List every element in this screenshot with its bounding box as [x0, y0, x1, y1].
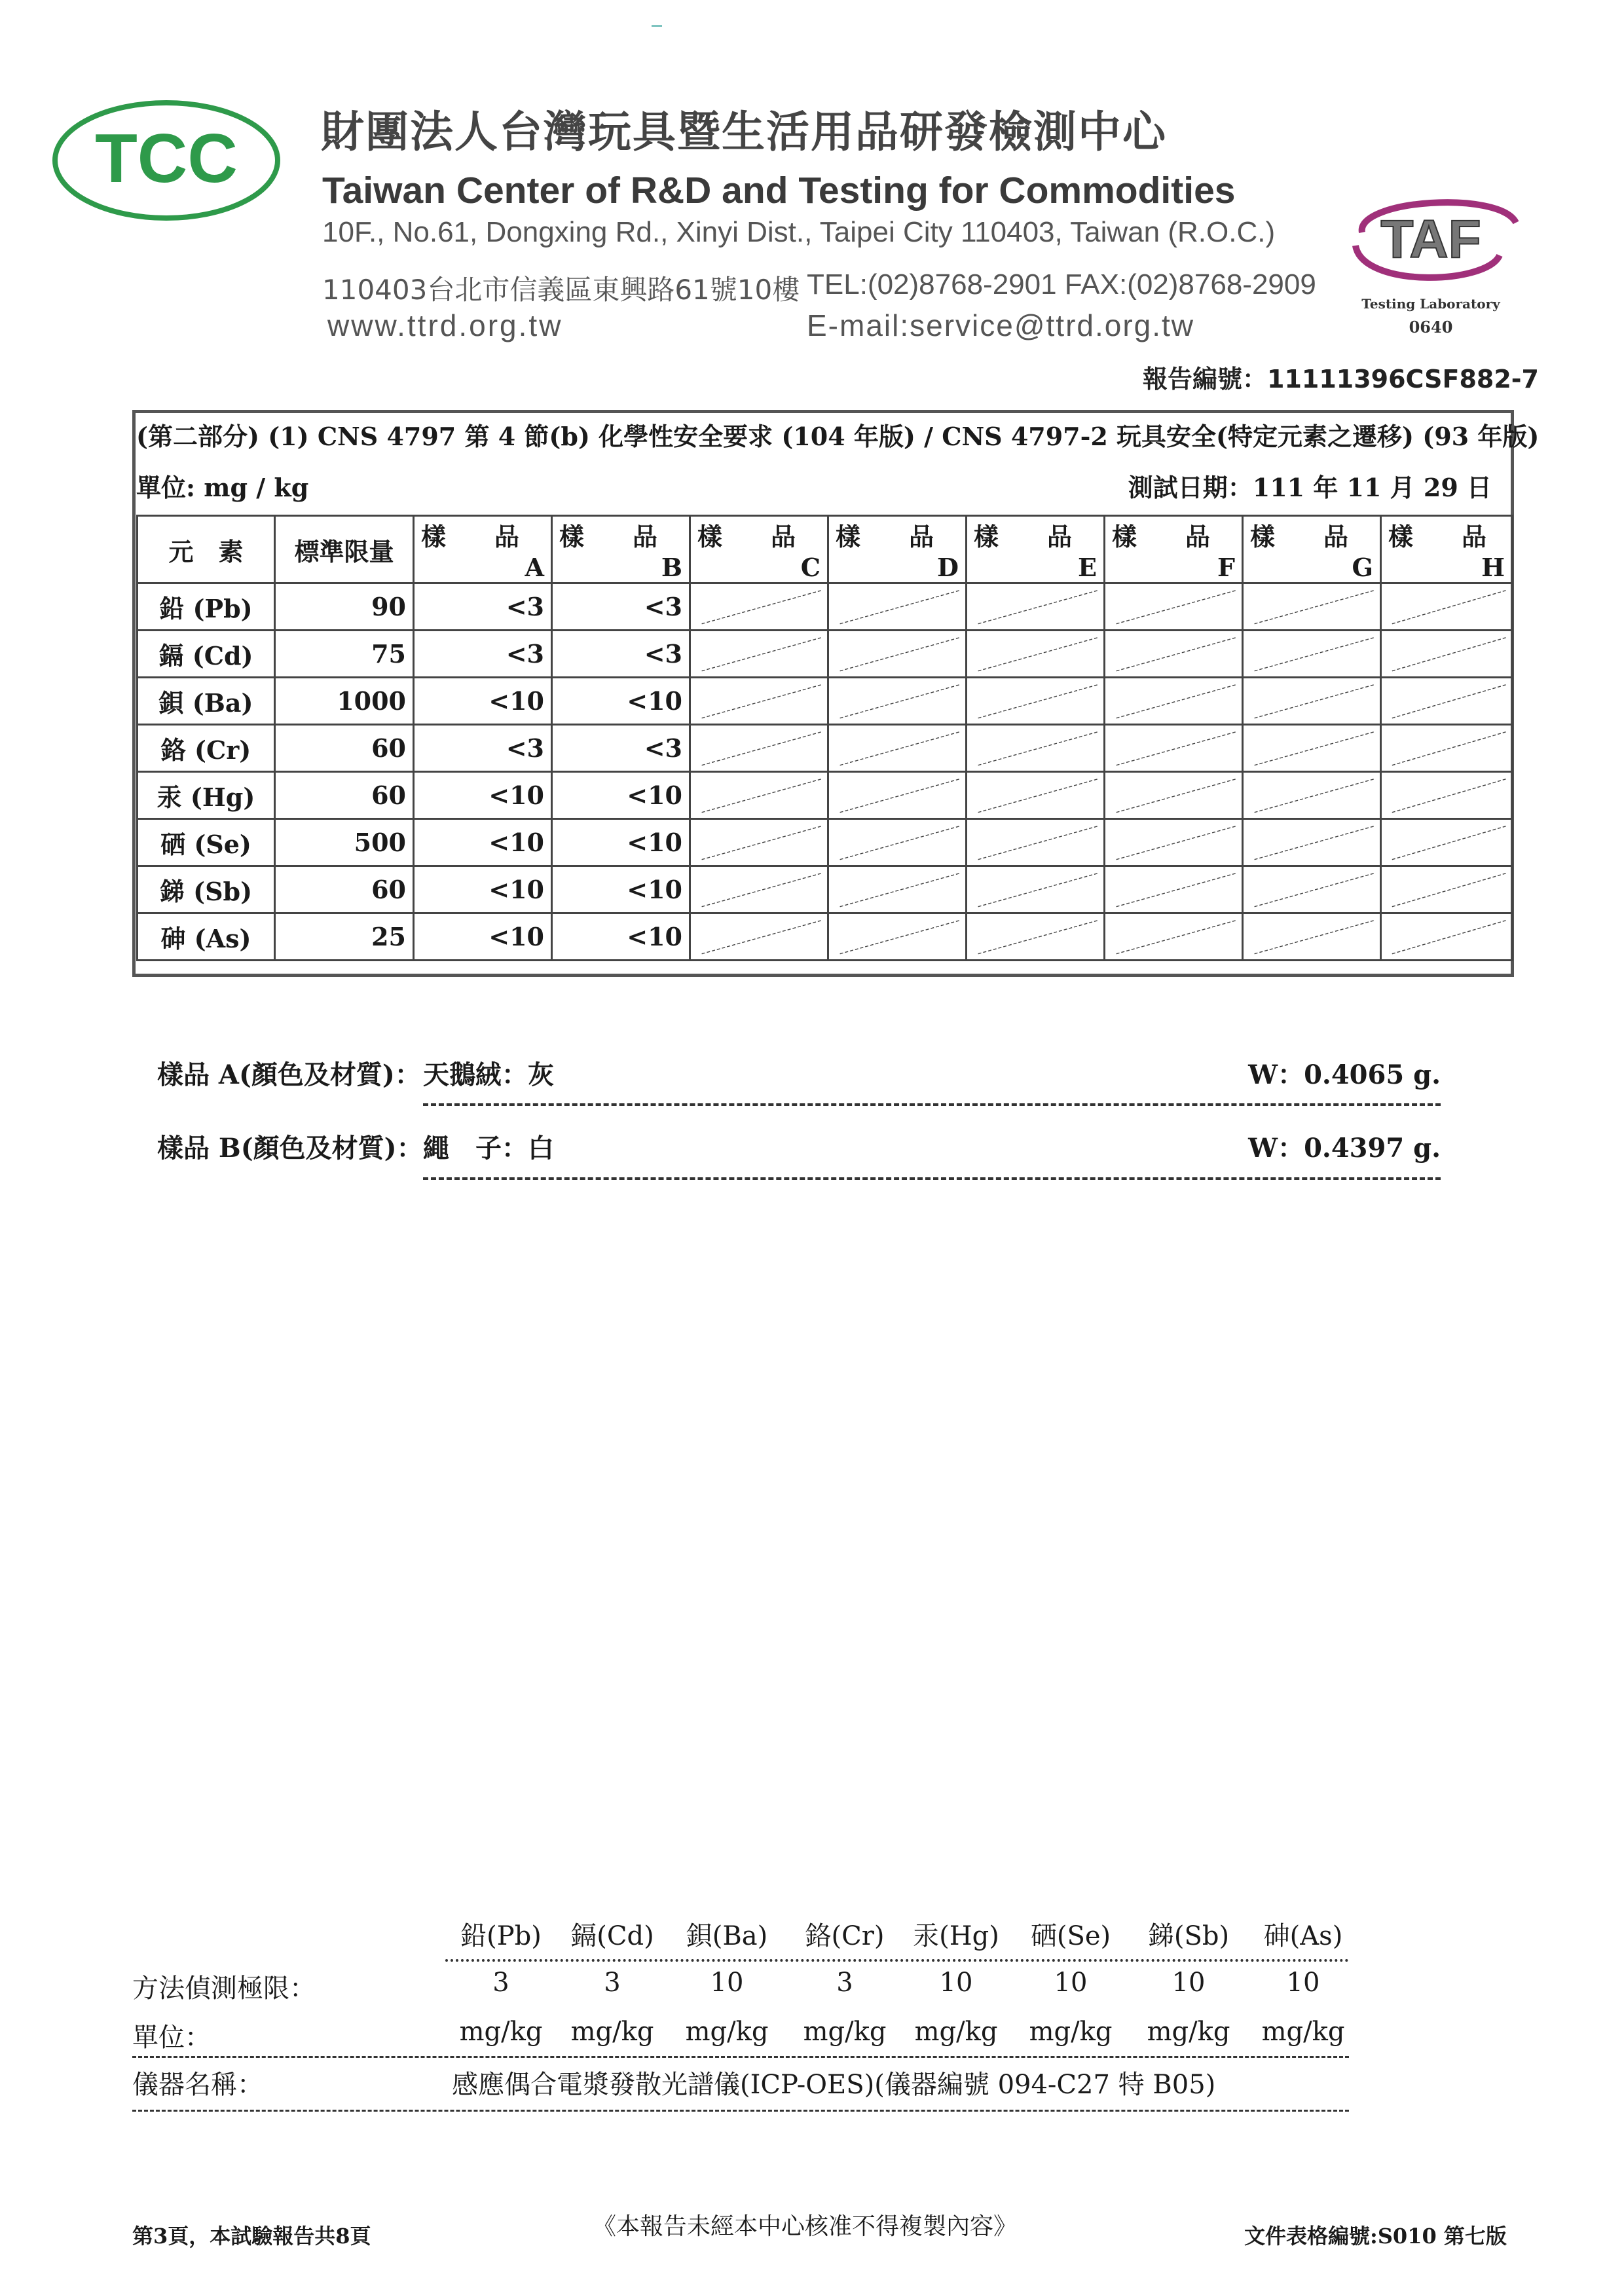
sample-b-cell: <10 — [552, 819, 690, 866]
col-sample-h-header — [1381, 516, 1513, 583]
taf-logo — [1336, 193, 1526, 285]
diagonal-strike — [967, 867, 1103, 912]
diagonal-strike — [1244, 678, 1380, 724]
empty-diagonal-cell — [1105, 583, 1243, 631]
sample-b-cell: <3 — [552, 725, 690, 772]
unit-label: 單位: mg / kg — [136, 473, 309, 502]
method-element-header: 鉛(Pb) — [460, 1921, 542, 1951]
empty-diagonal-cell — [1381, 631, 1513, 678]
diagonal-strike — [1105, 631, 1242, 676]
diagonal-strike — [1105, 773, 1242, 818]
empty-diagonal-cell — [1105, 913, 1243, 961]
sample-a-cell: <10 — [414, 913, 552, 961]
empty-diagonal-cell — [690, 819, 828, 866]
col-sample-g-header — [1243, 516, 1381, 583]
empty-diagonal-cell — [1105, 725, 1243, 772]
method-dotted-rule — [445, 1959, 1349, 1962]
sample-b-material: 繩 子：白 — [423, 1133, 554, 1164]
sample-label: 樣 品 — [559, 522, 670, 551]
empty-diagonal-cell — [1381, 678, 1513, 725]
test-table-meta — [136, 468, 1511, 507]
col-sample-c-header — [690, 516, 828, 583]
empty-diagonal-cell — [690, 866, 828, 913]
sample-label: 樣 品 — [421, 522, 532, 551]
diagonal-strike — [829, 584, 965, 629]
empty-diagonal-cell — [828, 866, 967, 913]
empty-diagonal-cell — [1105, 772, 1243, 819]
diagonal-strike — [1105, 914, 1242, 959]
empty-diagonal-cell — [967, 725, 1105, 772]
empty-diagonal-cell — [1105, 678, 1243, 725]
diagonal-strike — [829, 631, 965, 676]
diagonal-strike — [967, 725, 1103, 771]
empty-diagonal-cell — [967, 772, 1105, 819]
detection-limit-value: 10 — [1054, 1968, 1088, 1998]
empty-diagonal-cell — [1381, 583, 1513, 631]
method-element-header: 硒(Se) — [1030, 1921, 1111, 1951]
empty-diagonal-cell — [690, 631, 828, 678]
diagonal-strike — [1382, 678, 1511, 724]
detection-limit-value: 3 — [836, 1968, 853, 1998]
instrument-label: 儀器名稱： — [132, 2070, 263, 2100]
table-row — [138, 631, 1513, 678]
empty-diagonal-cell — [690, 772, 828, 819]
empty-diagonal-cell — [967, 913, 1105, 961]
org-name-en: Taiwan Center of R&D and Testing for Commodities — [322, 170, 1236, 211]
sample-b-line — [157, 1128, 1441, 1173]
sample-b-cell: <10 — [552, 913, 690, 961]
org-name-zh: 財團法人台灣玩具暨生活用品研發檢測中心 — [321, 107, 1167, 157]
tcc-logo — [51, 98, 282, 223]
element-cell: 鉛 (Pb) — [138, 583, 275, 631]
empty-diagonal-cell — [1381, 866, 1513, 913]
diagonal-strike — [829, 725, 965, 771]
unit-value: mg/kg — [685, 2017, 769, 2047]
diagonal-strike — [1382, 914, 1511, 959]
limit-cell: 1000 — [275, 678, 414, 725]
tcc-logo-text: TCC — [95, 120, 238, 197]
taf-number: 0640 — [1409, 318, 1453, 337]
sample-b-cell: <10 — [552, 866, 690, 913]
sample-id: F — [1217, 553, 1235, 582]
diagonal-strike — [829, 678, 965, 724]
sample-label: 樣 品 — [974, 522, 1084, 551]
limit-cell: 75 — [275, 631, 414, 678]
limit-cell: 60 — [275, 725, 414, 772]
sample-id: H — [1481, 553, 1505, 582]
sample-a-cell: <10 — [414, 866, 552, 913]
empty-diagonal-cell — [828, 583, 967, 631]
empty-diagonal-cell — [828, 772, 967, 819]
table-row — [138, 819, 1513, 866]
unit-value: mg/kg — [1261, 2017, 1345, 2047]
tel-fax: TEL:(02)8768-2901 FAX:(02)8768-2909 — [807, 268, 1316, 301]
taf-subtitle: Testing Laboratory — [1361, 296, 1500, 312]
table-row — [138, 583, 1513, 631]
limit-cell: 500 — [275, 819, 414, 866]
diagonal-strike — [829, 773, 965, 818]
detection-limit-value: 3 — [604, 1968, 621, 1998]
diagonal-strike — [1244, 584, 1380, 629]
sample-label: 樣 品 — [697, 522, 808, 551]
empty-diagonal-cell — [828, 819, 967, 866]
unit-value: mg/kg — [1147, 2017, 1230, 2047]
diagonal-strike — [691, 820, 827, 865]
empty-diagonal-cell — [690, 913, 828, 961]
empty-diagonal-cell — [828, 725, 967, 772]
diagonal-strike — [691, 584, 827, 629]
empty-diagonal-cell — [1381, 819, 1513, 866]
detection-limit-value: 10 — [1286, 1968, 1320, 1998]
diagonal-strike — [1244, 914, 1380, 959]
method-element-header: 鎘(Cd) — [570, 1921, 654, 1951]
sample-a-cell: <10 — [414, 772, 552, 819]
detection-limit-value: 3 — [492, 1968, 509, 1998]
diagonal-strike — [1382, 773, 1511, 818]
diagonal-strike — [691, 725, 827, 771]
empty-diagonal-cell — [1381, 913, 1513, 961]
sample-b-label: 樣品 B(顏色及材質)： — [157, 1133, 423, 1164]
empty-diagonal-cell — [1105, 866, 1243, 913]
results-body — [138, 583, 1513, 961]
table-row — [138, 913, 1513, 961]
detection-limit-value: 10 — [710, 1968, 744, 1998]
sample-b-cell: <3 — [552, 583, 690, 631]
instrument-dashed-rule-top — [132, 2056, 1349, 2058]
diagonal-strike — [691, 867, 827, 912]
sample-b-cell: <3 — [552, 631, 690, 678]
empty-diagonal-cell — [1243, 772, 1381, 819]
element-cell: 硒 (Se) — [138, 819, 275, 866]
table-row — [138, 866, 1513, 913]
scan-mark — [652, 25, 662, 27]
diagonal-strike — [829, 820, 965, 865]
diagonal-strike — [829, 914, 965, 959]
table-row — [138, 678, 1513, 725]
diagonal-strike — [1244, 773, 1380, 818]
diagonal-strike — [1244, 820, 1380, 865]
limit-cell: 25 — [275, 913, 414, 961]
taf-logo-text: TAF — [1380, 210, 1481, 269]
diagonal-strike — [1382, 725, 1511, 771]
empty-diagonal-cell — [690, 725, 828, 772]
table-row — [138, 725, 1513, 772]
empty-diagonal-cell — [967, 631, 1105, 678]
diagonal-strike — [1105, 584, 1242, 629]
empty-diagonal-cell — [1243, 866, 1381, 913]
col-limit-header: 標準限量 — [275, 516, 414, 583]
page-info: 第3頁，本試驗報告共8頁 — [132, 2224, 371, 2249]
method-element-header: 砷(As) — [1263, 1921, 1343, 1951]
diagonal-strike — [691, 773, 827, 818]
empty-diagonal-cell — [690, 678, 828, 725]
diagonal-strike — [691, 678, 827, 724]
empty-diagonal-cell — [1243, 819, 1381, 866]
sample-a-cell: <3 — [414, 725, 552, 772]
empty-diagonal-cell — [1243, 678, 1381, 725]
form-number: 文件表格編號:S010 第七版 — [1244, 2224, 1507, 2249]
sample-b-dashed-rule — [423, 1177, 1441, 1180]
empty-diagonal-cell — [1243, 583, 1381, 631]
unit-row-label: 單位： — [132, 2023, 211, 2053]
sample-id: G — [1352, 553, 1373, 582]
unit-value: mg/kg — [803, 2017, 887, 2047]
sample-label: 樣 品 — [1388, 522, 1499, 551]
sample-label: 樣 品 — [1250, 522, 1361, 551]
limit-cell: 90 — [275, 583, 414, 631]
col-sample-d-header — [828, 516, 967, 583]
sample-label: 樣 品 — [836, 522, 946, 551]
empty-diagonal-cell — [1243, 725, 1381, 772]
diagonal-strike — [1105, 725, 1242, 771]
element-cell: 鉻 (Cr) — [138, 725, 275, 772]
instrument-dashed-rule-bottom — [132, 2110, 1349, 2112]
detection-limit-value: 10 — [939, 1968, 973, 1998]
diagonal-strike — [1382, 584, 1511, 629]
sample-a-line — [157, 1054, 1441, 1100]
diagonal-strike — [1244, 725, 1380, 771]
sample-a-label: 樣品 A(顏色及材質)： — [157, 1059, 421, 1090]
address-zh: 110403台北市信義區東興路61號10樓 — [322, 274, 800, 306]
sample-id: D — [937, 553, 959, 582]
table-row — [138, 772, 1513, 819]
method-element-header: 鉻(Cr) — [805, 1921, 885, 1951]
sample-a-cell: <3 — [414, 631, 552, 678]
test-date: 測試日期：111 年 11 月 29 日 — [1128, 473, 1492, 502]
element-cell: 鋇 (Ba) — [138, 678, 275, 725]
sample-a-material: 天鵝絨：灰 — [423, 1059, 554, 1090]
detection-limit-label: 方法偵測極限： — [132, 1974, 316, 2004]
sample-id: C — [800, 553, 821, 582]
unit-value: mg/kg — [570, 2017, 654, 2047]
diagonal-strike — [1244, 631, 1380, 676]
sample-a-cell: <3 — [414, 583, 552, 631]
empty-diagonal-cell — [967, 583, 1105, 631]
col-sample-b-header — [552, 516, 690, 583]
test-table-title: (第二部分) (1) CNS 4797 第 4 節(b) 化學性安全要求 (104 年版) / CNS 4797-2 玩具安全(特定元素之遷移) (93 年版) — [136, 422, 1540, 451]
detection-limit-value: 10 — [1172, 1968, 1206, 1998]
col-sample-f-header — [1105, 516, 1243, 583]
address-en: 10F., No.61, Dongxing Rd., Xinyi Dist., Taipei City 110403, Taiwan (R.O.C.) — [322, 216, 1276, 248]
empty-diagonal-cell — [967, 819, 1105, 866]
diagonal-strike — [829, 867, 965, 912]
diagonal-strike — [967, 678, 1103, 724]
unit-value: mg/kg — [1029, 2017, 1113, 2047]
col-sample-a-header — [414, 516, 552, 583]
sample-a-dashed-rule — [423, 1103, 1441, 1106]
sample-b-cell: <10 — [552, 678, 690, 725]
diagonal-strike — [967, 584, 1103, 629]
empty-diagonal-cell — [1243, 913, 1381, 961]
empty-diagonal-cell — [967, 866, 1105, 913]
results-table — [136, 515, 1513, 961]
diagonal-strike — [1105, 820, 1242, 865]
website: www.ttrd.org.tw — [327, 308, 563, 342]
instrument-name: 感應偶合電漿發散光譜儀(ICP-OES)(儀器編號 094-C27 特 B05) — [452, 2070, 1216, 2100]
email: E-mail:service@ttrd.org.tw — [807, 308, 1195, 342]
sample-label: 樣 品 — [1112, 522, 1223, 551]
unit-value: mg/kg — [459, 2017, 543, 2047]
diagonal-strike — [691, 631, 827, 676]
element-cell: 砷 (As) — [138, 913, 275, 961]
diagonal-strike — [1382, 820, 1511, 865]
diagonal-strike — [1244, 867, 1380, 912]
empty-diagonal-cell — [1381, 725, 1513, 772]
diagonal-strike — [967, 773, 1103, 818]
empty-diagonal-cell — [967, 678, 1105, 725]
col-sample-e-header — [967, 516, 1105, 583]
element-cell: 鎘 (Cd) — [138, 631, 275, 678]
empty-diagonal-cell — [1381, 772, 1513, 819]
element-cell: 汞 (Hg) — [138, 772, 275, 819]
sample-id: E — [1078, 553, 1097, 582]
diagonal-strike — [967, 631, 1103, 676]
limit-cell: 60 — [275, 866, 414, 913]
diagonal-strike — [967, 914, 1103, 959]
report-number: 報告編號：11111396CSF882-7 — [1143, 365, 1539, 394]
method-element-header: 銻(Sb) — [1147, 1921, 1230, 1951]
diagonal-strike — [1105, 678, 1242, 724]
diagonal-strike — [1382, 867, 1511, 912]
empty-diagonal-cell — [828, 913, 967, 961]
sample-b-cell: <10 — [552, 772, 690, 819]
copy-notice: 《本報告未經本中心核准不得複製內容》 — [593, 2213, 1018, 2240]
empty-diagonal-cell — [1105, 819, 1243, 866]
limit-cell: 60 — [275, 772, 414, 819]
element-cell: 銻 (Sb) — [138, 866, 275, 913]
unit-value: mg/kg — [914, 2017, 998, 2047]
sample-a-cell: <10 — [414, 678, 552, 725]
sample-a-cell: <10 — [414, 819, 552, 866]
empty-diagonal-cell — [828, 678, 967, 725]
sample-a-weight: W：0.4065 g. — [1248, 1059, 1441, 1090]
diagonal-strike — [967, 820, 1103, 865]
empty-diagonal-cell — [1243, 631, 1381, 678]
sample-b-weight: W：0.4397 g. — [1248, 1133, 1441, 1164]
empty-diagonal-cell — [828, 631, 967, 678]
table-header-row — [138, 516, 1513, 583]
method-element-header: 鋇(Ba) — [686, 1921, 768, 1951]
method-element-header: 汞(Hg) — [913, 1921, 999, 1951]
empty-diagonal-cell — [1105, 631, 1243, 678]
diagonal-strike — [1105, 867, 1242, 912]
empty-diagonal-cell — [690, 583, 828, 631]
sample-id: A — [525, 553, 544, 582]
sample-id: B — [661, 553, 682, 582]
diagonal-strike — [691, 914, 827, 959]
diagonal-strike — [1382, 631, 1511, 676]
col-element-header: 元 素 — [138, 516, 275, 583]
